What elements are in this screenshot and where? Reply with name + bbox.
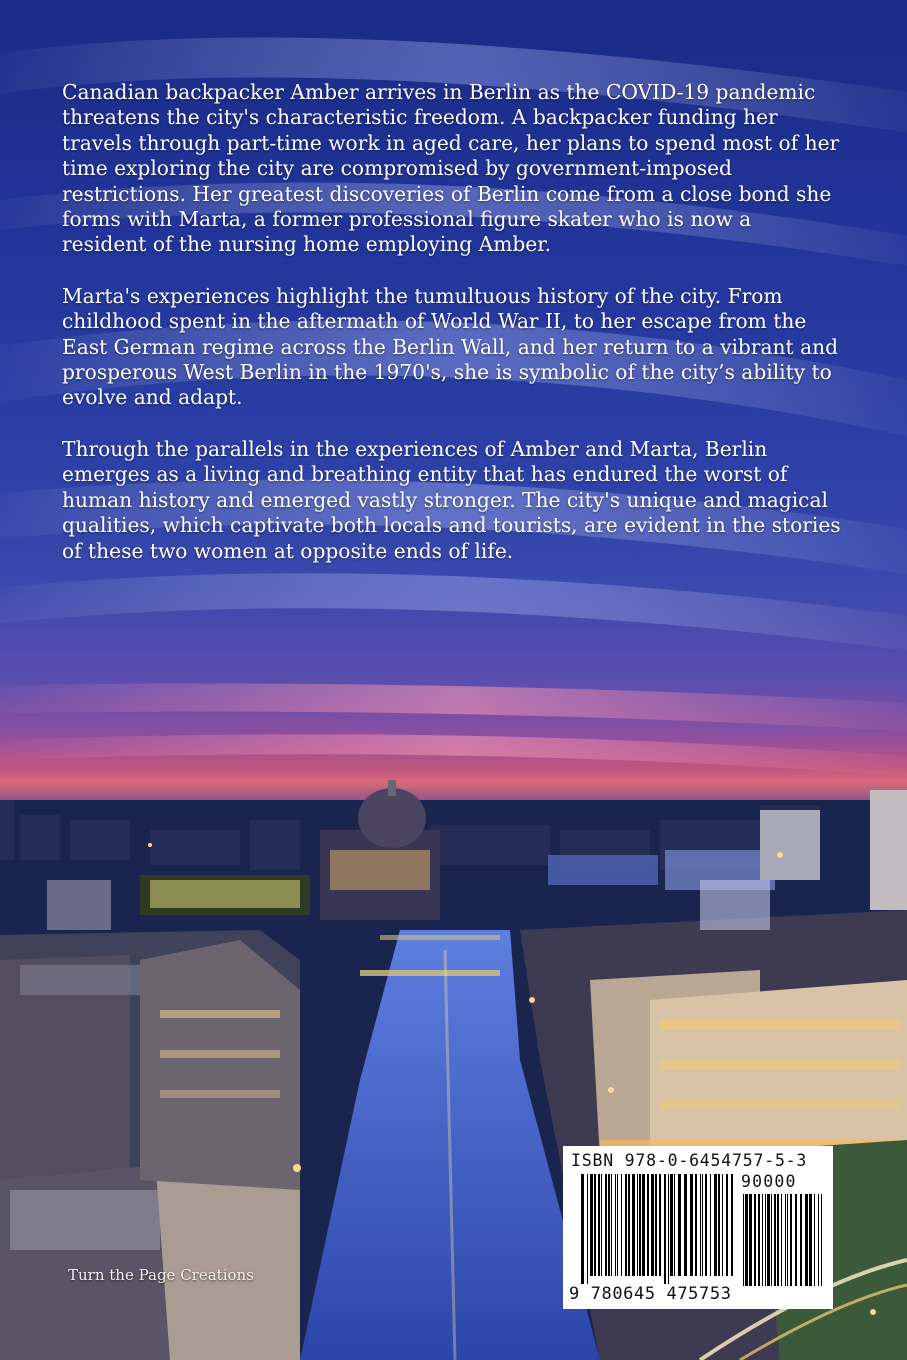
barcode-bar xyxy=(800,1194,802,1286)
barcode-bar xyxy=(714,1174,717,1276)
publisher-name: Turn the Page Creations xyxy=(68,1266,254,1284)
barcode-bar xyxy=(790,1194,792,1286)
barcode-bar xyxy=(617,1174,618,1276)
barcode-bar xyxy=(754,1194,756,1286)
barcode-bar xyxy=(628,1174,630,1276)
barcode-bar xyxy=(700,1174,701,1276)
barcode-bar xyxy=(722,1174,723,1276)
barcode-bar xyxy=(587,1174,588,1284)
barcode-bar xyxy=(781,1194,782,1286)
barcode-bar xyxy=(651,1174,654,1276)
blurb-paragraph: Through the parallels in the experiences of Amber and Marta, Berlin emerges as a living and breathing entity that has endured the worst of human history and emerged vastly stronger. The city's unique and magical qualities, which captivate both locals and tourists, are evident in the stories of these two women at opposite ends of life. xyxy=(62,436,841,563)
barcode-bar xyxy=(621,1174,622,1276)
barcode-bar xyxy=(608,1174,610,1276)
barcode-digits: 9 780645 475753 xyxy=(569,1284,732,1304)
barcode-bar xyxy=(765,1194,766,1286)
barcode-bar xyxy=(674,1174,675,1276)
barcode-bar xyxy=(787,1194,788,1286)
barcode-bar xyxy=(670,1174,673,1276)
barcode-bar xyxy=(777,1194,779,1286)
isbn-barcode xyxy=(563,1146,833,1309)
barcode-bar xyxy=(678,1174,681,1276)
barcode-bar xyxy=(809,1194,812,1286)
barcode-bar xyxy=(615,1174,616,1276)
barcode-bar xyxy=(684,1174,687,1276)
barcode-bar xyxy=(767,1194,770,1286)
barcode-bar xyxy=(690,1174,693,1276)
barcode-bar xyxy=(710,1174,711,1276)
barcode-bar xyxy=(771,1194,772,1286)
barcode-bar xyxy=(758,1194,760,1286)
blurb-paragraph: Marta's experiences highlight the tumultuous history of the city. From childhood spent in the aftermath of World War II, to her escape from the East German regime across the Berlin Wall, and her return to a vibrant and prosperous West Berlin in the 1970's, she is symbolic of the city’s ability to evolve and adapt. xyxy=(62,283,839,410)
barcode-bar xyxy=(625,1174,627,1276)
barcode-bar xyxy=(762,1194,763,1286)
barcode-bar xyxy=(659,1174,661,1276)
barcode-addon-number: 90000 xyxy=(741,1172,797,1191)
barcode-bar xyxy=(726,1174,728,1276)
blurb-paragraph: Canadian backpacker Amber arrives in Berlin as the COVID-19 pandemic threatens the city's characteristic freedom. A backpacker funding her travels through part-time work in aged care, her plans to spend most of her time exploring the city are compromised by government-imposed restrictions. Her greatest discoveries of Berlin come from a close bond she forms with Marta, a former professional figure skater who is now a resident of the nursing home employing Amber. xyxy=(62,80,840,257)
barcode-bar xyxy=(818,1194,819,1286)
barcode-bar xyxy=(601,1174,602,1276)
barcode-bar xyxy=(718,1174,720,1276)
barcode-bar xyxy=(814,1194,815,1286)
barcode-bar xyxy=(731,1174,733,1276)
barcode-bar xyxy=(590,1174,593,1276)
barcode-bar xyxy=(637,1174,638,1276)
barcode-bar xyxy=(611,1174,612,1276)
barcode-bar xyxy=(668,1174,669,1284)
barcode-bar xyxy=(664,1174,666,1284)
book-blurb xyxy=(62,80,842,590)
barcode-bar xyxy=(805,1194,808,1286)
barcode-bar xyxy=(745,1194,748,1286)
barcode-bar xyxy=(642,1174,645,1276)
isbn-label: ISBN 978-0-6454757-5-3 xyxy=(571,1151,808,1170)
barcode-bar xyxy=(743,1194,744,1286)
barcode-bar xyxy=(605,1174,607,1276)
barcode-bar xyxy=(594,1174,596,1276)
barcode-bar xyxy=(632,1174,635,1276)
barcode-bar xyxy=(795,1194,797,1286)
barcode-bar xyxy=(774,1194,776,1286)
barcode-bar xyxy=(785,1194,786,1286)
barcode-bar xyxy=(821,1194,822,1286)
barcode-bar xyxy=(705,1174,707,1276)
barcode-bar xyxy=(749,1194,752,1286)
left-buildings xyxy=(0,930,300,1360)
barcode-bar xyxy=(639,1174,641,1276)
barcode-bar xyxy=(598,1174,600,1276)
barcode-bar xyxy=(695,1174,697,1276)
barcode-bar xyxy=(655,1174,657,1276)
barcode-bar xyxy=(581,1174,584,1284)
barcode-bar xyxy=(702,1174,703,1276)
barcode-bar xyxy=(647,1174,649,1276)
